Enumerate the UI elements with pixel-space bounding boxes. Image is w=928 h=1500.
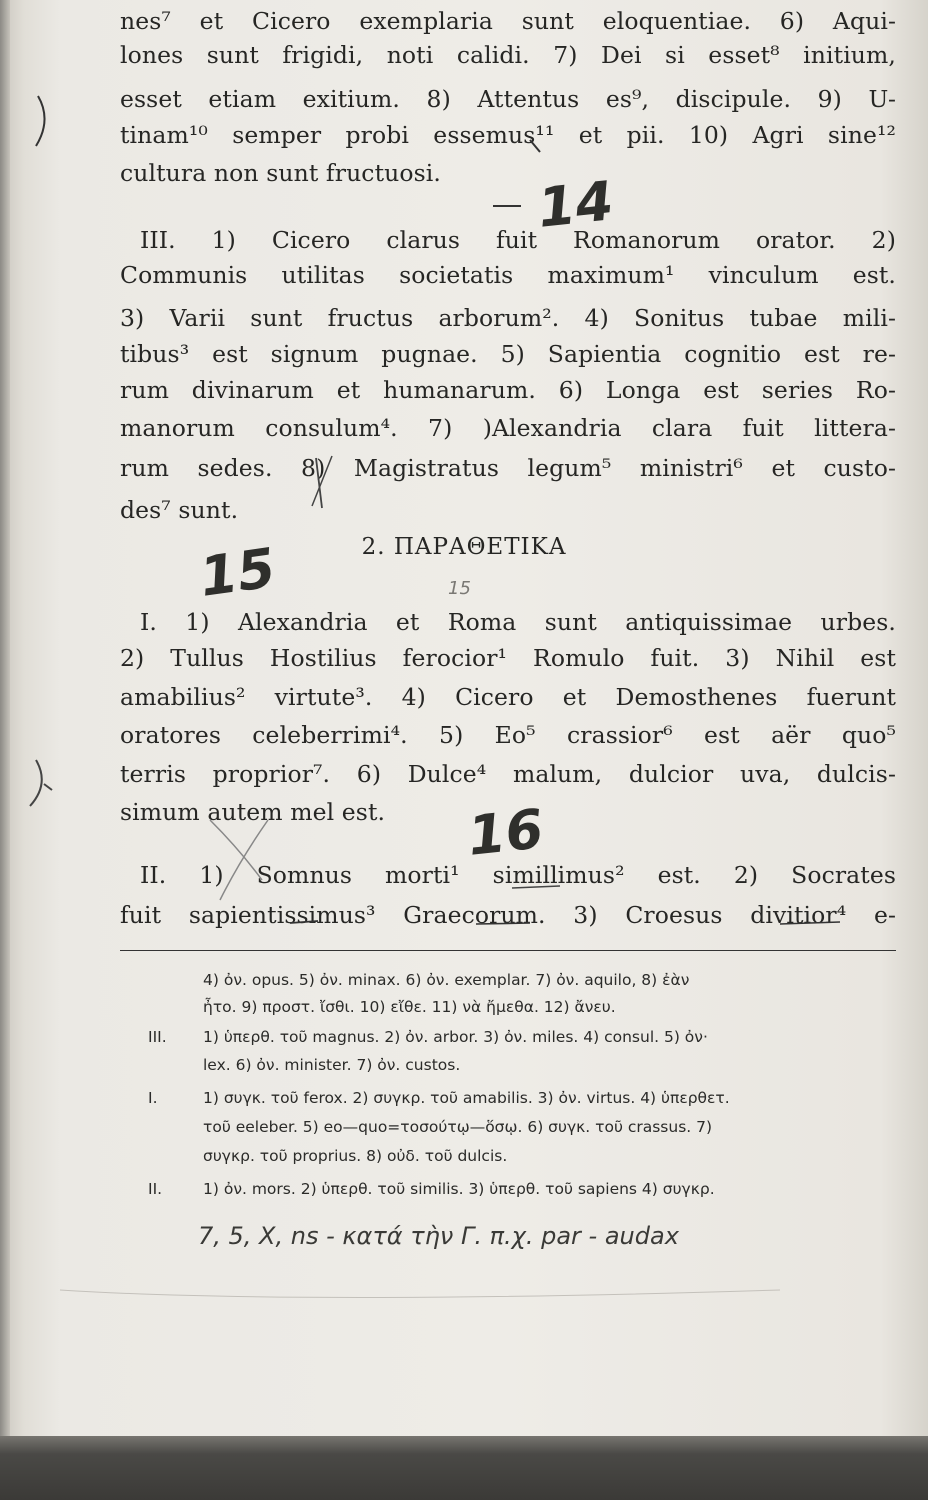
footnote-text: 1) συγκ. τοῦ ferox. 2) συγκρ. τοῦ amabilis. 3) ὀν. virtus. 4) ὑπερθετ. [203, 1089, 730, 1107]
handwritten-number-16: 16 [464, 797, 547, 868]
body-line: des⁷ sunt. [120, 496, 239, 524]
footnote-line [148, 994, 896, 1021]
footnote-text: 4) ὀν. opus. 5) ὀν. minax. 6) ὀν. exemplar. 7) ὀν. aquilo, 8) ἐὰν [203, 971, 690, 989]
footnote-text: lex. 6) ὀν. minister. 7) ὀν. custos. [203, 1056, 461, 1074]
body-line: III. 1) Cicero clarus fuit Romanorum orator. 2) [140, 226, 896, 254]
footnote-text: ἦτο. 9) προστ. ἴσθι. 10) εἴθε. 11) νὰ ἤμεθα. 12) ἄνευ. [203, 998, 616, 1016]
handwritten-note: 7, 5, X, ns - κατά τὴν Γ. π.χ. par - audax [198, 1222, 679, 1250]
footnote-line [148, 1085, 896, 1112]
handwritten-small-15: 15 [448, 578, 471, 599]
footnote-rule [120, 950, 896, 951]
page-binding-edge [0, 0, 10, 1500]
body-line: 3) Varii sunt fructus arborum². 4) Sonitus tubae mili- [120, 304, 896, 332]
footnote-label: II. [148, 1180, 163, 1198]
body-line: I. 1) Alexandria et Roma sunt antiquissimae urbes. [140, 608, 896, 636]
scan-bottom-shadow [0, 1436, 928, 1500]
body-line: amabilius² virtute³. 4) Cicero et Demosthenes fuerunt [120, 683, 896, 711]
section-heading: 2. ΠΑΡΑΘΕΤΙΚΑ [361, 534, 567, 560]
footnote-line [148, 967, 896, 994]
body-line: cultura non sunt fructuosi. [120, 159, 441, 187]
footnote-line [148, 1176, 896, 1203]
body-line: tinam¹⁰ semper probi essemus¹¹ et pii. 10) Agri sine¹² [120, 121, 896, 149]
section-dash [493, 205, 521, 207]
footnote-line [148, 1143, 896, 1170]
footnote-text: 1) ὑπερθ. τοῦ magnus. 2) ὀν. arbor. 3) ὀν. miles. 4) consul. 5) ὀν· [203, 1028, 708, 1046]
body-line: lones sunt frigidi, noti calidi. 7) Dei si esset⁸ initium, [120, 41, 896, 69]
body-line: rum divinarum et humanarum. 6) Longa est series Ro- [120, 376, 896, 404]
footnote-line [148, 1052, 896, 1079]
footnote-line [148, 1024, 896, 1051]
footnote-label: I. [148, 1089, 158, 1107]
footnote-line [148, 1114, 896, 1141]
footnote-text: τοῦ eeleber. 5) eo—quo=τοσούτῳ—ὅσῳ. 6) συγκ. τοῦ crassus. 7) [203, 1118, 713, 1136]
body-line: Communis utilitas societatis maximum¹ vinculum est. [120, 261, 896, 289]
body-line: esset etiam exitium. 8) Attentus es⁹, discipule. 9) U- [120, 85, 896, 113]
footnote-text: 1) ὀν. mors. 2) ὑπερθ. τοῦ similis. 3) ὑπερθ. τοῦ sapiens 4) συγκρ. [203, 1180, 715, 1198]
body-line: nes⁷ et Cicero exemplaria sunt eloquentiae. 6) Aqui- [120, 7, 896, 35]
body-line: oratores celeberrimi⁴. 5) Eo⁵ crassior⁶ est aër quo⁵ [120, 721, 896, 749]
body-line: II. 1) Somnus morti¹ simillimus² est. 2) Socrates [140, 861, 896, 889]
body-line: tibus³ est signum pugnae. 5) Sapientia cognitio est re- [120, 340, 896, 368]
body-line: terris proprior⁷. 6) Dulce⁴ malum, dulcior uva, dulcis- [120, 760, 896, 788]
body-line: simum autem mel est. [120, 798, 386, 826]
handwritten-number-15: 15 [195, 536, 280, 609]
body-line: fuit sapientissimus³ Graecorum. 3) Croesus divitior⁴ e- [120, 901, 896, 929]
body-line: 2) Tullus Hostilius ferocior¹ Romulo fuit. 3) Nihil est [120, 644, 896, 672]
footnote-label: III. [148, 1028, 167, 1046]
handwritten-number-14: 14 [534, 169, 617, 240]
body-line: rum sedes. 8) Magistratus legum⁵ ministri⁶ et custo- [120, 454, 896, 482]
body-line: manorum consulum⁴. 7) )Alexandria clara fuit littera- [120, 414, 896, 442]
footnote-text: συγκρ. τοῦ proprius. 8) οὐδ. τοῦ dulcis. [203, 1147, 508, 1165]
